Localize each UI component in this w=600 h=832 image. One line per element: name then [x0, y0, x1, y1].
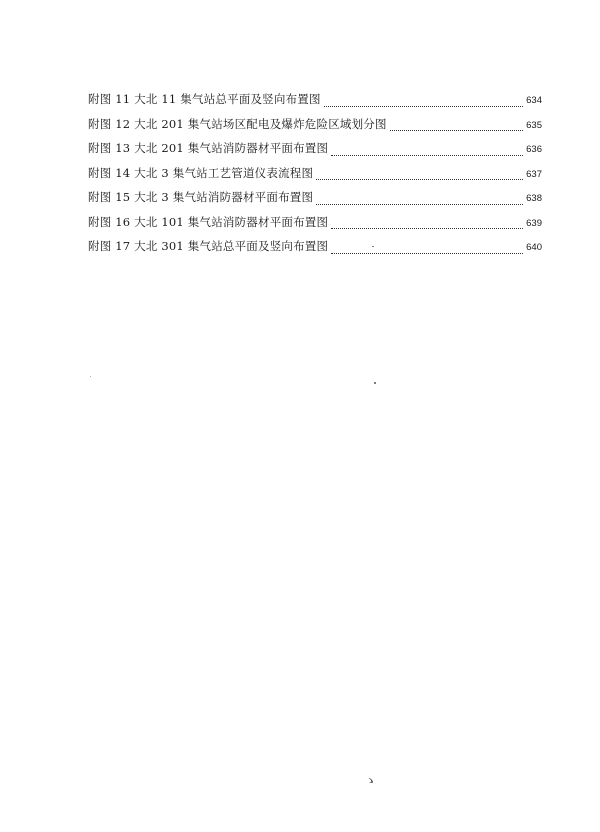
toc-entry-page: 638: [526, 193, 542, 204]
toc-dot-leader: [316, 179, 523, 180]
scan-speck: [374, 382, 376, 384]
toc-entry-title: 附图 11 大北 11 集气站总平面及竖向布置图: [88, 92, 321, 106]
scan-speck: [90, 376, 91, 377]
toc-dot-leader: [331, 155, 523, 156]
toc-entry: [88, 91, 542, 116]
toc-dot-leader: [390, 130, 523, 131]
toc-entry-title: 附图 14 大北 3 集气站工艺管道仪表流程图: [88, 165, 314, 180]
toc-entry: [88, 116, 542, 141]
toc-dot-leader: [331, 228, 523, 229]
toc-entry-page: 637: [526, 168, 542, 180]
toc-entry: [88, 189, 542, 214]
toc-entry: [88, 140, 542, 165]
toc-entry-page: 634: [526, 95, 542, 106]
toc-entry-title: 附图 17 大北 301 集气站总平面及竖向布置图: [88, 239, 329, 253]
toc-entry: [88, 165, 542, 190]
toc-entry-title: 附图 15 大北 3 集气站消防器材平面布置图: [88, 190, 314, 204]
toc-entry-title: 附图 13 大北 201 集气站消防器材平面布置图: [88, 141, 329, 155]
toc-list: [88, 91, 542, 263]
toc-entry: [88, 238, 542, 263]
toc-entry-title: 附图 16 大北 101 集气站消防器材平面布置图: [88, 214, 329, 229]
toc-entry-page: 640: [526, 242, 542, 253]
toc-entry: [88, 214, 542, 239]
toc-dot-leader: [331, 253, 523, 254]
page-number-mark: ゝ: [364, 774, 378, 789]
scan-speck: [372, 246, 374, 247]
toc-entry-page: 639: [526, 217, 542, 229]
toc-dot-leader: [324, 106, 523, 107]
toc-entry-page: 635: [526, 119, 542, 131]
toc-entry-title: 附图 12 大北 201 集气站场区配电及爆炸危险区域划分图: [88, 116, 387, 131]
toc-dot-leader: [316, 204, 523, 205]
toc-entry-page: 636: [526, 144, 542, 155]
